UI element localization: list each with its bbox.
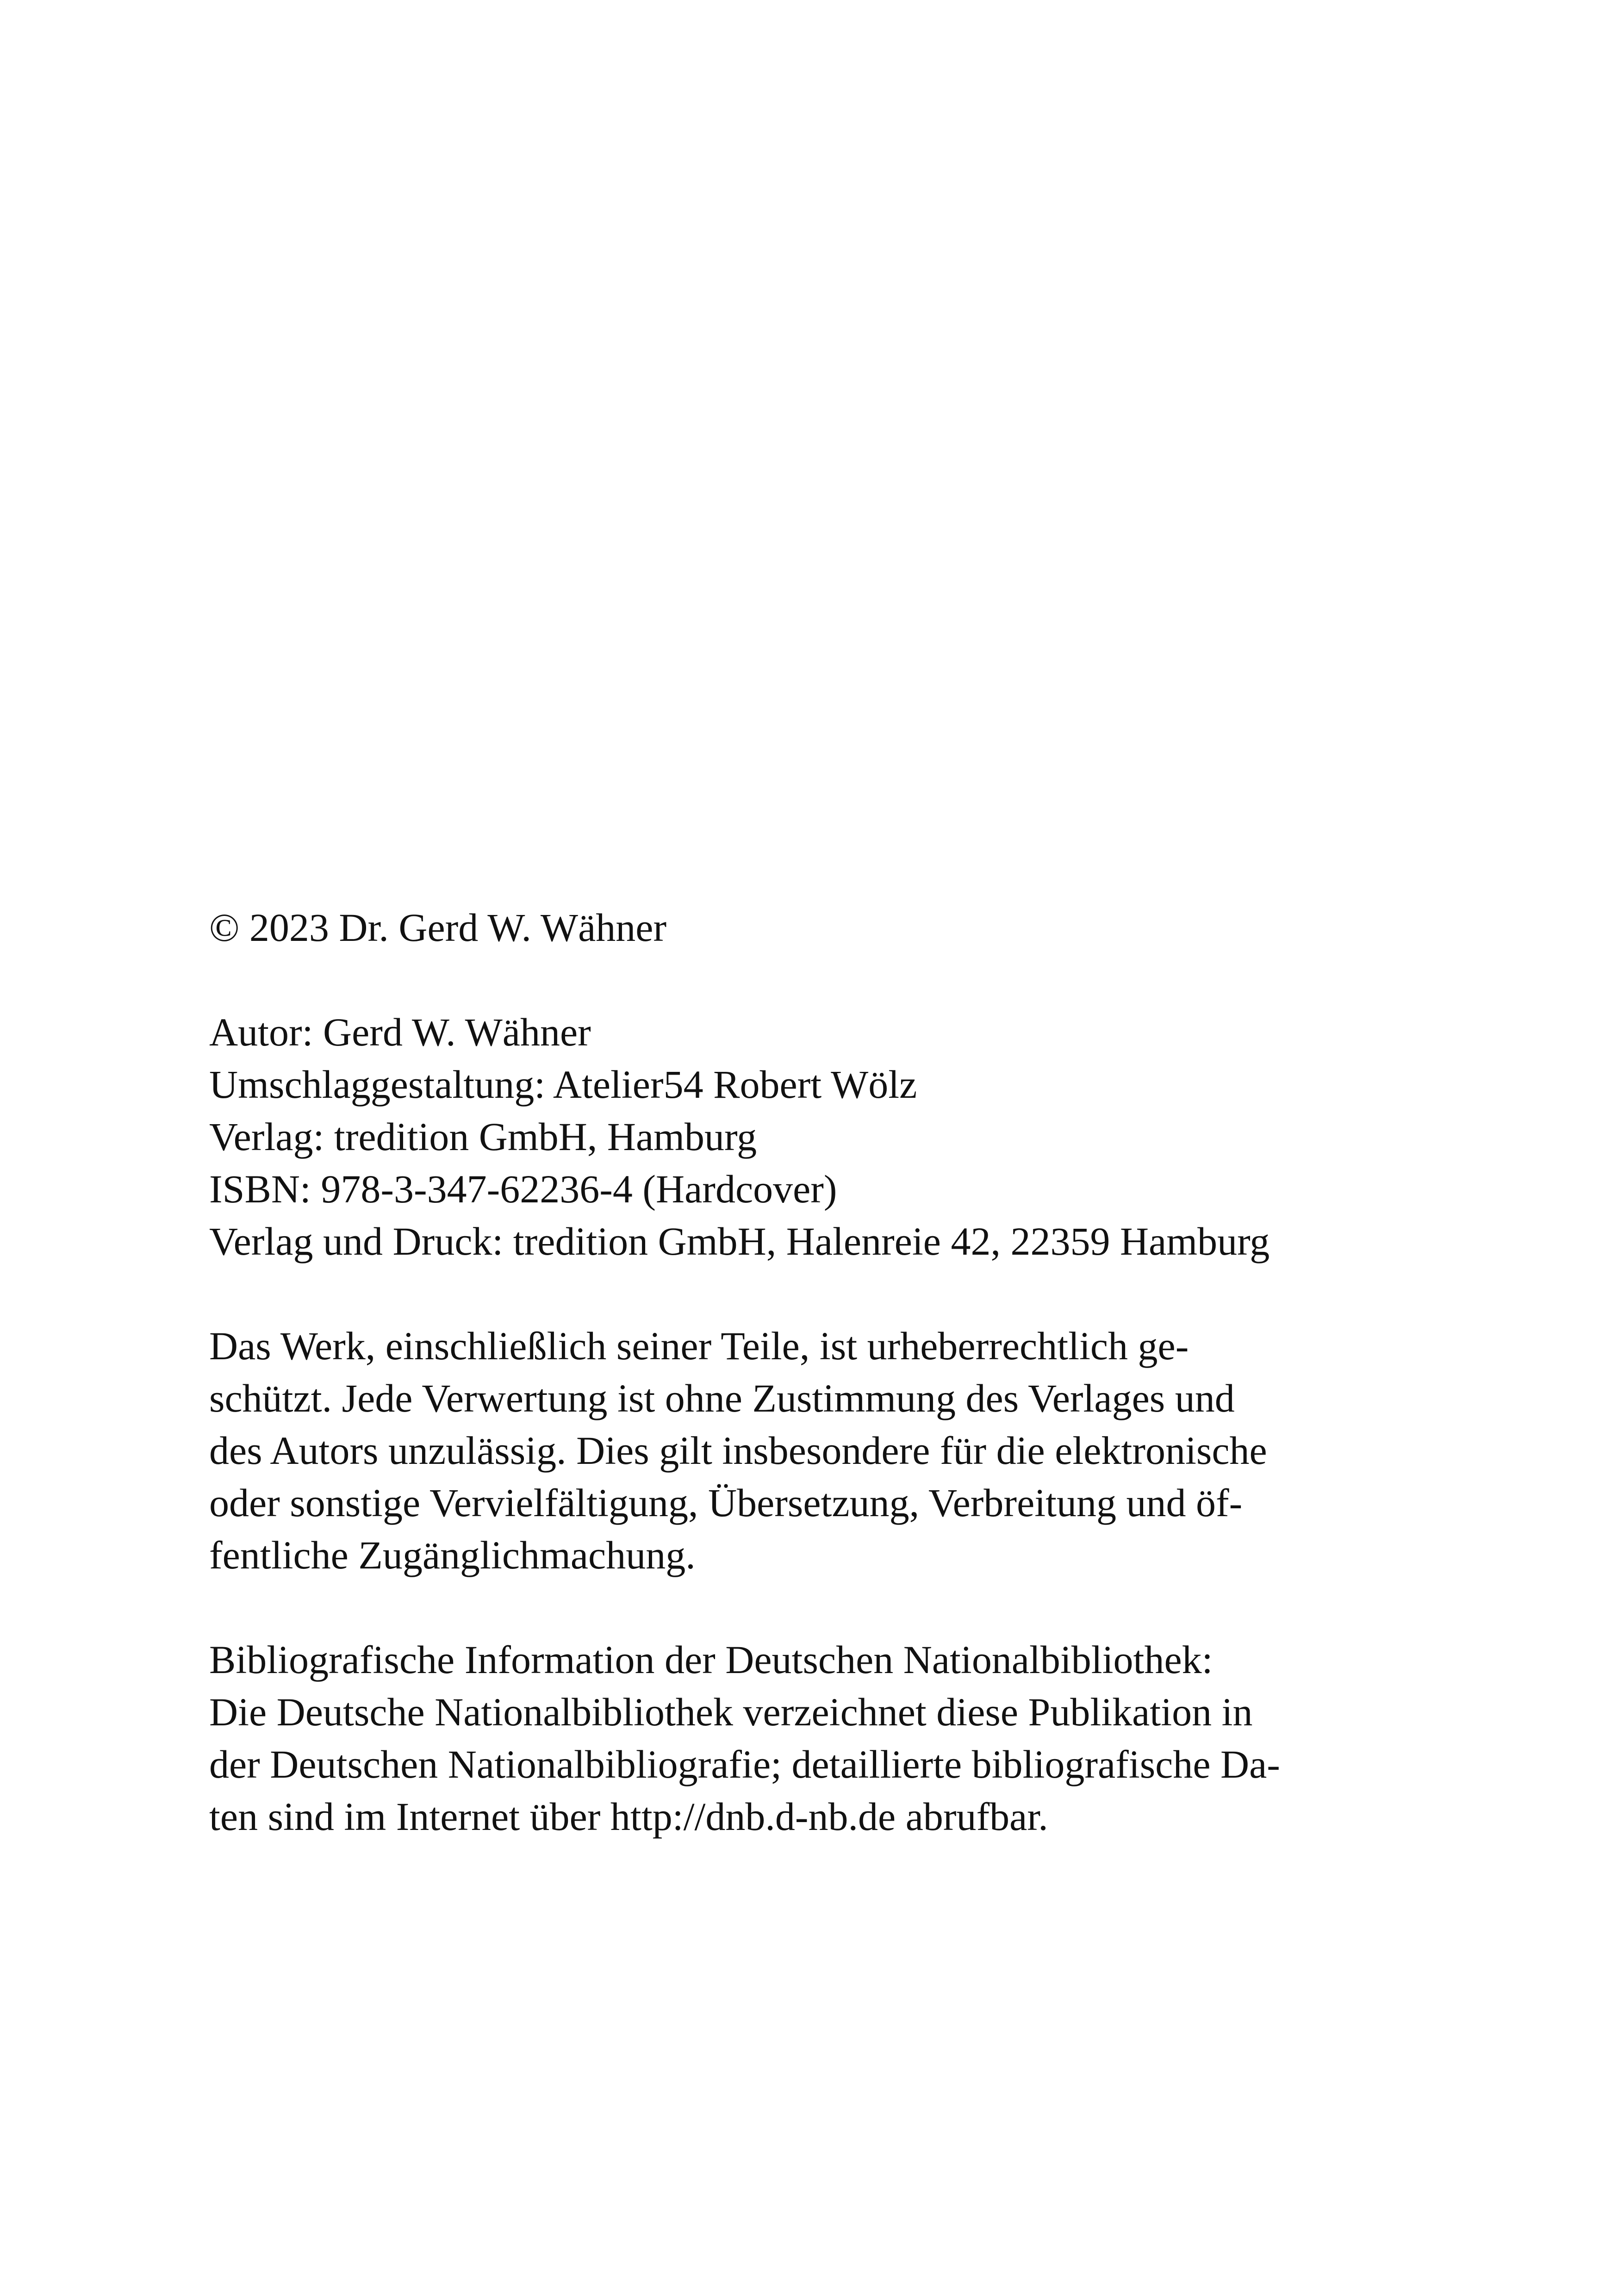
publisher-line: Verlag: tredition GmbH, Hamburg xyxy=(209,1114,757,1159)
rights-notice-block xyxy=(209,1320,1422,1581)
bibliographic-info-line: der Deutschen Nationalbibliografie; detaillierte bibliografische Da- xyxy=(209,1742,1280,1786)
bibliographic-heading: Bibliografische Information der Deutschen Nationalbibliothek: xyxy=(209,1637,1213,1682)
rights-notice-line: schützt. Jede Verwertung ist ohne Zustimmung des Verlages und xyxy=(209,1376,1235,1420)
print-line: Verlag und Druck: tredition GmbH, Halenreie 42, 22359 Hamburg xyxy=(209,1219,1270,1263)
rights-notice-line: fentliche Zugänglichmachung. xyxy=(209,1533,696,1577)
imprint-text xyxy=(209,902,1422,1843)
isbn-line: ISBN: 978-3-347-62236-4 (Hardcover) xyxy=(209,1167,837,1211)
bibliographic-info-block xyxy=(209,1634,1422,1843)
rights-notice-line: Das Werk, einschließlich seiner Teile, ist urheberrechtlich ge- xyxy=(209,1324,1189,1368)
copyright-block xyxy=(209,902,1422,954)
bibliographic-info-line: Die Deutsche Nationalbibliothek verzeichnet diese Publikation in xyxy=(209,1690,1253,1734)
rights-notice-line: oder sonstige Vervielfältigung, Übersetzung, Verbreitung und öf- xyxy=(209,1481,1243,1525)
cover-design-line: Umschlaggestaltung: Atelier54 Robert Wölz xyxy=(209,1062,917,1107)
author-line: Autor: Gerd W. Wähner xyxy=(209,1010,591,1054)
bibliographic-info-line: ten sind im Internet über http://dnb.d-nb.de abrufbar. xyxy=(209,1794,1048,1839)
copyright-line: © 2023 Dr. Gerd W. Wähner xyxy=(209,905,667,950)
rights-notice-line: des Autors unzulässig. Dies gilt insbesondere für die elektronische xyxy=(209,1428,1267,1473)
credits-block xyxy=(209,1006,1422,1268)
